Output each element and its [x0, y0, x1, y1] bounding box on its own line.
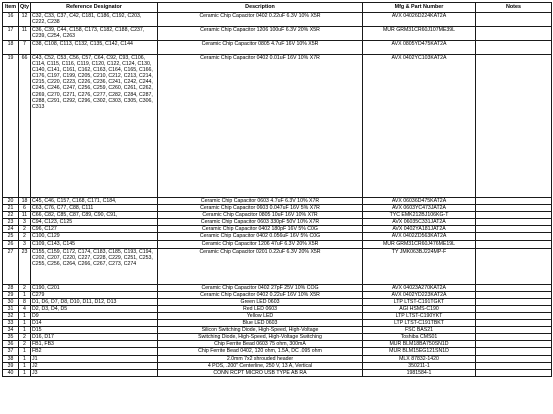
- cell-mfg-part-number: MLX 87832-1420: [363, 355, 476, 362]
- cell-description: Chip Ferrite Bead 0603 75 ohm, 300mA: [158, 341, 363, 348]
- cell-notes: [476, 348, 552, 355]
- cell-reference-designator: C96, C127: [31, 226, 158, 233]
- cell-qty: 1: [19, 312, 31, 319]
- cell-reference-designator: D9: [31, 312, 158, 319]
- cell-qty: 18: [19, 198, 31, 205]
- cell-item: 19: [3, 55, 19, 198]
- cell-description: Chip Ferrite Bead 0402, 120 ohm, 1.5A, DC .095 ohm: [158, 348, 363, 355]
- cell-item: 22: [3, 212, 19, 219]
- cell-description: Ceramic Chip Capacitor 0402 0.01uF 16V 10% X7R: [158, 55, 363, 198]
- cell-item: 32: [3, 312, 19, 319]
- cell-mfg-part-number: FSC BAS21: [363, 327, 476, 334]
- cell-qty: 1: [19, 355, 31, 362]
- cell-notes: [476, 240, 552, 248]
- cell-mfg-part-number: AVX 06035C331JAT2A: [363, 219, 476, 226]
- cell-description: Ceramic Chip Capacitor 0402 0.22uF 6.3V 10% X5R: [158, 13, 363, 27]
- header-qty: Qty: [19, 3, 31, 13]
- cell-mfg-part-number: AVX 0402YC103KAT2A: [363, 55, 476, 198]
- header-notes: Notes: [476, 3, 552, 13]
- table-row: [3, 355, 552, 362]
- cell-qty: 7: [19, 41, 31, 55]
- table-row: [3, 341, 552, 348]
- table-row: [3, 198, 552, 205]
- table-row: [3, 298, 552, 305]
- cell-description: 2.0mm 7x2 shrouded header: [158, 355, 363, 362]
- cell-qty: 11: [19, 27, 31, 41]
- cell-reference-designator: C36, C39, C44, C158, C173, C182, C188, C237, C239, C254, C263: [31, 27, 158, 41]
- cell-reference-designator: J3: [31, 369, 158, 376]
- cell-reference-designator: D16, D17: [31, 334, 158, 341]
- cell-item: 33: [3, 320, 19, 327]
- cell-reference-designator: C43, C52, C53, C56, C57, C64, C92, C93, C106, C114, C115, C116, C119, C120, C122, C124, C130, C140, C141, C161, C162, C163, C164, C165, C166, C176, C197, C199, C205, C210, C212, C213, C214, C215, C220, C223, C226, C236, C241, C242, C244, C245, C246, C247, C256, C259, C260, C261, C262, C269, C270, C271, C276, C277, C282, C284, C287, C288, C291, C292, C296, C302, C303, C305, C306, C313: [31, 55, 158, 198]
- cell-notes: [476, 248, 552, 284]
- cell-mfg-part-number: AVX 0603YC473JAT2A: [363, 205, 476, 212]
- table-row: [3, 305, 552, 312]
- cell-qty: 6: [19, 205, 31, 212]
- table-row: [3, 205, 552, 212]
- cell-description: Blue LED 0603: [158, 320, 363, 327]
- cell-mfg-part-number: AVX 0402YD223KAT2A: [363, 291, 476, 298]
- cell-item: 36: [3, 341, 19, 348]
- cell-qty: 66: [19, 55, 31, 198]
- cell-qty: 11: [19, 212, 31, 219]
- cell-notes: [476, 27, 552, 41]
- cell-item: 38: [3, 355, 19, 362]
- cell-mfg-part-number: LTP LTST-C191TBKT: [363, 320, 476, 327]
- table-row: [3, 334, 552, 341]
- cell-mfg-part-number: AVX 0805YD475KAT2A: [363, 41, 476, 55]
- cell-mfg-part-number: LTP LTST-C190YKT: [363, 312, 476, 319]
- cell-item: 28: [3, 284, 19, 291]
- cell-notes: [476, 341, 552, 348]
- table-row: [3, 41, 552, 55]
- cell-item: 17: [3, 27, 19, 41]
- cell-description: Ceramic Chip Capacitor 0402 180pF 16V 5% C0G: [158, 226, 363, 233]
- cell-notes: [476, 233, 552, 240]
- cell-notes: [476, 362, 552, 369]
- cell-notes: [476, 219, 552, 226]
- cell-description: Ceramic Chip Capacitor 0805 4.7uF 16V 10% X5R: [158, 41, 363, 55]
- cell-reference-designator: C109, C143, C145: [31, 240, 158, 248]
- header-item: Item: [3, 3, 19, 13]
- table-row: [3, 312, 552, 319]
- cell-description: Ceramic Chip Capacitor 1206 47uF 6.3V 20% X5R: [158, 240, 363, 248]
- cell-notes: [476, 226, 552, 233]
- cell-item: 21: [3, 205, 19, 212]
- cell-notes: [476, 13, 552, 27]
- table-row: [3, 240, 552, 248]
- cell-qty: 1: [19, 348, 31, 355]
- cell-item: 20: [3, 198, 19, 205]
- cell-description: 4 POS, .200" Centerline, 250 V, 13 A, Vertical: [158, 362, 363, 369]
- cell-notes: [476, 334, 552, 341]
- cell-mfg-part-number: LTP LTST-C191TGKT: [363, 298, 476, 305]
- cell-item: 24: [3, 226, 19, 233]
- cell-qty: 2: [19, 334, 31, 341]
- cell-qty: 3: [19, 240, 31, 248]
- cell-item: 34: [3, 327, 19, 334]
- cell-qty: 8: [19, 298, 31, 305]
- cell-item: 26: [3, 240, 19, 248]
- cell-description: Ceramic Chip Capacitor 0402 0.22uF 16V 10% X5R: [158, 291, 363, 298]
- cell-description: Ceramic Chip Capacitor 0402 27pF 25V 10% COG: [158, 284, 363, 291]
- cell-mfg-part-number: Toshiba CMS01: [363, 334, 476, 341]
- cell-mfg-part-number: TY JMK063BJ224MP-F: [363, 248, 476, 284]
- cell-mfg-part-number: AVX 0402ZD563KAT2A: [363, 233, 476, 240]
- table-row: [3, 284, 552, 291]
- table-row: [3, 233, 552, 240]
- cell-reference-designator: FB2: [31, 348, 158, 355]
- cell-reference-designator: C32, C33, C37, C42, C181, C186, C192, C203, C222, C238: [31, 13, 158, 27]
- cell-item: 35: [3, 334, 19, 341]
- cell-description: Ceramic Chip Capacitor 0201 0.22uF 6.3V 20% X5R: [158, 248, 363, 284]
- cell-reference-designator: J2: [31, 362, 158, 369]
- cell-notes: [476, 298, 552, 305]
- table-row: [3, 248, 552, 284]
- cell-description: Green LED 0603: [158, 298, 363, 305]
- cell-reference-designator: FB1, FB3: [31, 341, 158, 348]
- cell-item: 30: [3, 298, 19, 305]
- cell-qty: 4: [19, 305, 31, 312]
- cell-description: Silicon Switching Diode, High-Speed, High-Voltage: [158, 327, 363, 334]
- cell-item: 40: [3, 369, 19, 376]
- cell-mfg-part-number: AVX 0402YA181JAT2A: [363, 226, 476, 233]
- cell-mfg-part-number: AVX 06036D475KAT2A: [363, 198, 476, 205]
- cell-item: 27: [3, 248, 19, 284]
- cell-mfg-part-number: 1981584-1: [363, 369, 476, 376]
- bom-table: [2, 2, 552, 377]
- cell-reference-designator: C66, C82, C85, C87, C89, C90, C91,: [31, 212, 158, 219]
- cell-description: Ceramic Chip Capacitor 1206 100uF 6.3V 20% X5R: [158, 27, 363, 41]
- cell-qty: 3: [19, 219, 31, 226]
- table-row: [3, 291, 552, 298]
- table-row: [3, 327, 552, 334]
- cell-description: Ceramic Chip Capacitor 0603 0.047uF 16V 5% X7R: [158, 205, 363, 212]
- cell-qty: 2: [19, 233, 31, 240]
- cell-description: CONN RCPT MICRO USB TYPE AB RA: [158, 369, 363, 376]
- bom-sheet: [2, 2, 552, 377]
- cell-mfg-part-number: 350211-1: [363, 362, 476, 369]
- cell-mfg-part-number: AGI HSMS-C190: [363, 305, 476, 312]
- cell-mfg-part-number: MUR BLM18BA750SN1D: [363, 341, 476, 348]
- cell-mfg-part-number: MUR GRM31CR60J107ME39L: [363, 27, 476, 41]
- cell-notes: [476, 212, 552, 219]
- cell-reference-designator: C190, C201: [31, 284, 158, 291]
- cell-qty: 1: [19, 327, 31, 334]
- cell-reference-designator: C94, C123, C125: [31, 219, 158, 226]
- table-row: [3, 55, 552, 198]
- cell-mfg-part-number: MUR BLM15EG121SN1D: [363, 348, 476, 355]
- cell-reference-designator: D14: [31, 320, 158, 327]
- cell-mfg-part-number: TYC EMK212BJ106KG-T: [363, 212, 476, 219]
- cell-mfg-part-number: AVX 04023A270KAT2A: [363, 284, 476, 291]
- cell-description: Red LED 0603: [158, 305, 363, 312]
- cell-mfg-part-number: AVX 04026D224KAT2A: [363, 13, 476, 27]
- cell-reference-designator: C45, C46, C157, C168, C171, C184,: [31, 198, 158, 205]
- cell-description: Ceramic Chip Capacitor 0603 330pF 50V 10% X7R: [158, 219, 363, 226]
- cell-qty: 1: [19, 291, 31, 298]
- table-row: [3, 369, 552, 376]
- table-row: [3, 226, 552, 233]
- cell-reference-designator: C279: [31, 291, 158, 298]
- cell-reference-designator: D2, D3, D4, D5: [31, 305, 158, 312]
- cell-item: 39: [3, 362, 19, 369]
- table-row: [3, 219, 552, 226]
- cell-qty: 12: [19, 13, 31, 27]
- cell-qty: 2: [19, 284, 31, 291]
- cell-notes: [476, 284, 552, 291]
- table-row: [3, 212, 552, 219]
- cell-description: Ceramic Chip Capacitor 0805 10uF 16V 10% X7R: [158, 212, 363, 219]
- cell-item: 31: [3, 305, 19, 312]
- cell-reference-designator: J1: [31, 355, 158, 362]
- header-mfg-part-number: Mfg & Part Number: [363, 3, 476, 13]
- cell-reference-designator: D1, D6, D7, D8, D10, D11, D12, D13: [31, 298, 158, 305]
- cell-notes: [476, 312, 552, 319]
- cell-notes: [476, 205, 552, 212]
- cell-notes: [476, 198, 552, 205]
- cell-qty: 2: [19, 341, 31, 348]
- cell-item: 25: [3, 233, 19, 240]
- cell-item: 37: [3, 348, 19, 355]
- header-description: Description: [158, 3, 363, 13]
- header-row: [3, 3, 552, 13]
- cell-item: 18: [3, 41, 19, 55]
- header-reference-designator: Reference Designator: [31, 3, 158, 13]
- cell-notes: [476, 55, 552, 198]
- cell-reference-designator: C63, C76, C77, C88, C111: [31, 205, 158, 212]
- cell-qty: 1: [19, 362, 31, 369]
- cell-item: 23: [3, 219, 19, 226]
- table-row: [3, 348, 552, 355]
- cell-description: Yellow LED: [158, 312, 363, 319]
- cell-description: Ceramic Chip Capacitor 0603 4.7uF 6.3V 10% X7R: [158, 198, 363, 205]
- cell-reference-designator: C100, C129: [31, 233, 158, 240]
- table-row: [3, 13, 552, 27]
- cell-notes: [476, 355, 552, 362]
- cell-notes: [476, 291, 552, 298]
- cell-item: 16: [3, 13, 19, 27]
- cell-reference-designator: D15: [31, 327, 158, 334]
- cell-qty: 1: [19, 369, 31, 376]
- cell-mfg-part-number: MUR GRM31CR60J476ME19L: [363, 240, 476, 248]
- table-row: [3, 362, 552, 369]
- cell-reference-designator: C155, C159, C172, C174, C183, C185, C193, C194, C202, C207, C220, C227, C228, C229, C251, C253, C255, C256, C264, C266, C267, C273, C274: [31, 248, 158, 284]
- table-row: [3, 27, 552, 41]
- cell-qty: 1: [19, 320, 31, 327]
- cell-description: Switching Diode, High-Speed, High-Voltage Switching: [158, 334, 363, 341]
- cell-notes: [476, 327, 552, 334]
- cell-item: 29: [3, 291, 19, 298]
- cell-qty: 23: [19, 248, 31, 284]
- cell-description: Ceramic Chip Capacitor 0402 0.056uF 16V 5% C0G: [158, 233, 363, 240]
- cell-reference-designator: C38, C108, C113, C132, C135, C142, C144: [31, 41, 158, 55]
- cell-notes: [476, 305, 552, 312]
- cell-notes: [476, 369, 552, 376]
- cell-qty: 2: [19, 226, 31, 233]
- cell-notes: [476, 41, 552, 55]
- table-row: [3, 320, 552, 327]
- cell-notes: [476, 320, 552, 327]
- bom-body: [3, 13, 552, 377]
